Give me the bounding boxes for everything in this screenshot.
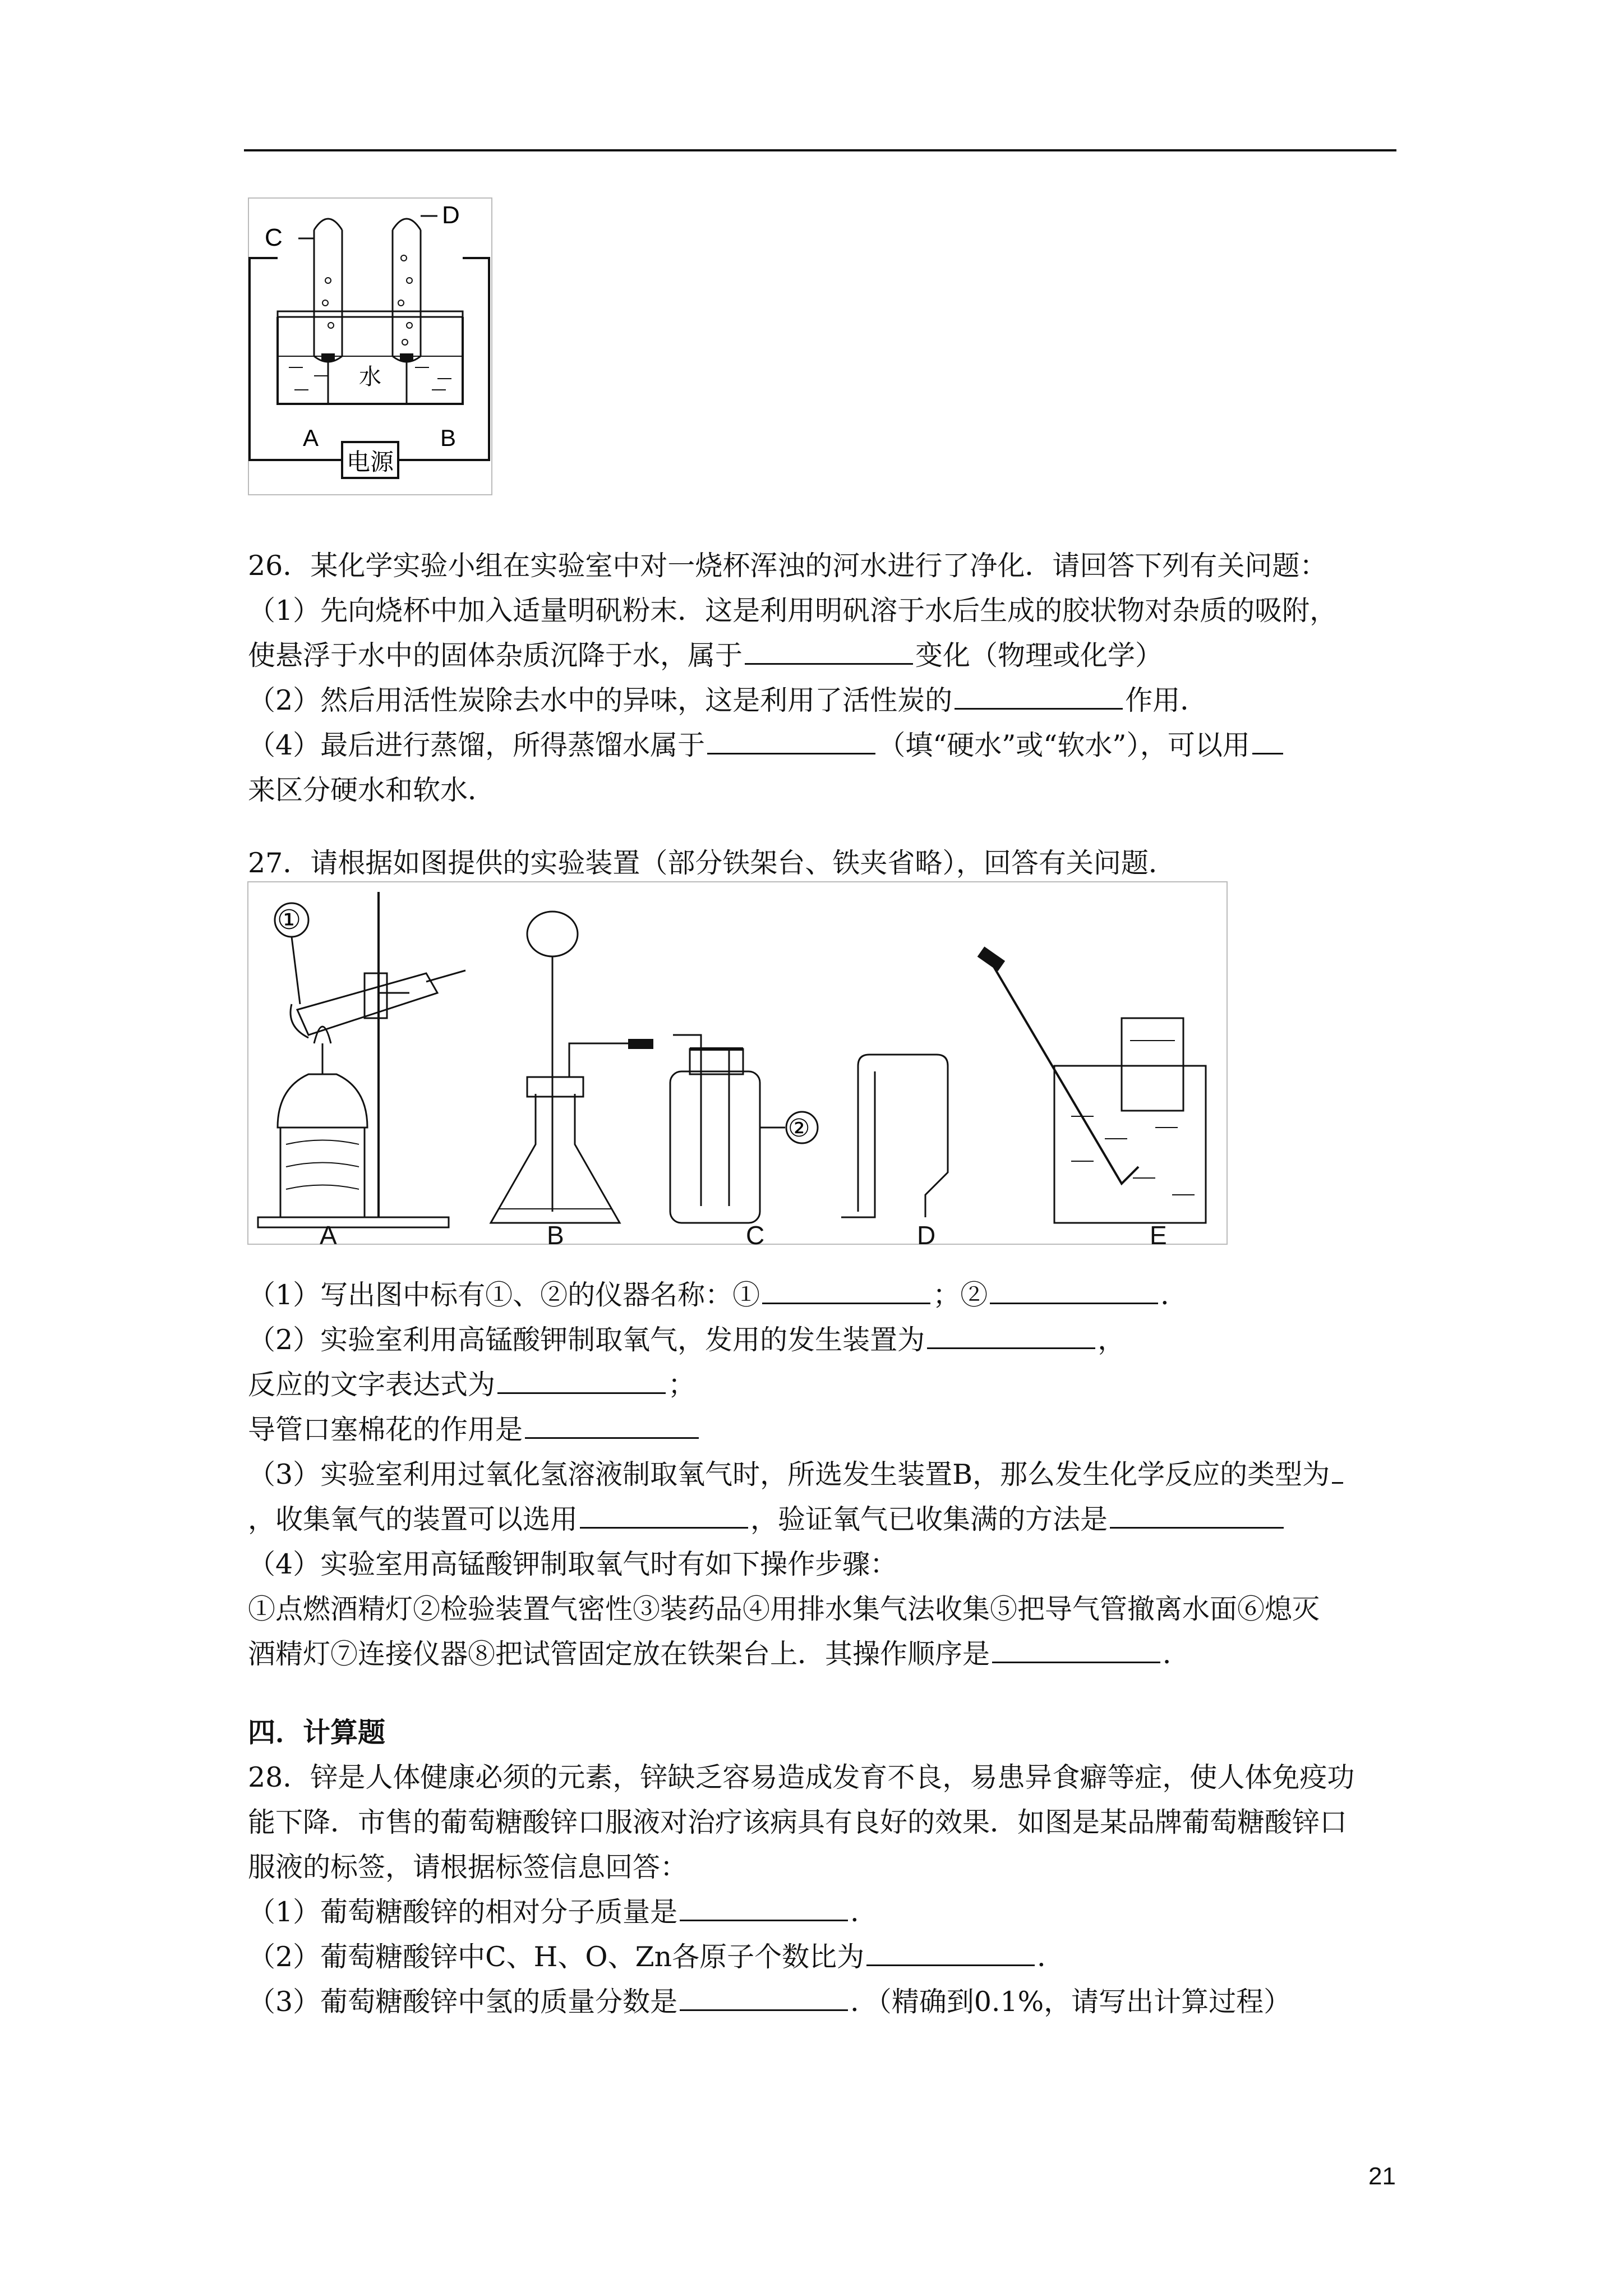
label-apparatus-e: E <box>1150 1221 1167 1250</box>
q27-p3b-pre: ，收集氧气的装置可以选用 <box>248 1503 578 1535</box>
q28-stem1: 28．锌是人体健康必须的元素，锌缺乏容易造成发育不良，易患异食癖等症，使人体免疫功 <box>248 1761 1355 1793</box>
answer-blank[interactable] <box>927 1325 1095 1349</box>
q27-p2-post: ， <box>1098 1324 1126 1356</box>
answer-blank[interactable] <box>762 1280 930 1304</box>
q28-stem3: 服液的标签，请根据标签信息回答： <box>248 1851 688 1883</box>
label-apparatus-b: B <box>547 1221 564 1250</box>
answer-blank[interactable] <box>497 1370 666 1394</box>
q28-p2-pre: （2）葡萄糖酸锌中C、H、O、Zn各原子个数比为 <box>248 1941 865 1973</box>
q27-p2-pre: （2）实验室利用高锰酸钾制取氧气，发用的发生装置为 <box>248 1324 925 1356</box>
q26-p4-mid: （填“硬水”或“软水”），可以用 <box>878 729 1250 761</box>
header-rule <box>244 149 1396 151</box>
q28-p1-pre: （1）葡萄糖酸锌的相对分子质量是 <box>248 1896 678 1928</box>
label-apparatus-d: D <box>917 1221 936 1250</box>
q28-p3-post: ．（精确到0.1%，请写出计算过程） <box>850 1986 1292 2018</box>
mark-2: ② <box>788 1114 810 1143</box>
answer-blank[interactable] <box>707 730 875 754</box>
answer-blank[interactable] <box>680 1987 848 2011</box>
label-c: C <box>265 224 283 251</box>
q27-p4b: ①点燃酒精灯②检验装置气密性③装药品④用排水集气法收集⑤把导气管撤离水面⑥熄灭 <box>248 1593 1320 1625</box>
apparatus-labels <box>247 1220 1228 1254</box>
q27-p4c-pre: 酒精灯⑦连接仪器⑧把试管固定放在铁架台上．其操作顺序是 <box>248 1638 990 1670</box>
q26-p1b-post: 变化（物理或化学） <box>915 639 1163 671</box>
q27-p3a: （3）实验室利用过氧化氢溶液制取氧气时，所选发生装置B，那么发生化学反应的类型为 <box>248 1458 1330 1490</box>
label-apparatus-c: C <box>746 1221 765 1250</box>
answer-blank[interactable] <box>745 641 913 665</box>
label-b: B <box>440 425 457 451</box>
q27-p2c: 导管口塞棉花的作用是 <box>248 1414 523 1446</box>
q26-p2-pre: （2）然后用活性炭除去水中的异味，这是利用了活性炭的 <box>248 684 953 716</box>
q27-p2b: 反应的文字表达式为 <box>248 1369 496 1401</box>
q28-p1-post: ． <box>850 1896 878 1928</box>
label-power: 电源 <box>347 448 394 476</box>
label-apparatus-a2: A <box>320 1221 337 1250</box>
label-a: A <box>303 425 319 451</box>
q26-p2-post: 作用． <box>1125 684 1208 716</box>
q27-p3b-mid: ，验证氧气已收集满的方法是 <box>750 1503 1108 1535</box>
q27-p4a: （4）实验室用高锰酸钾制取氧气时有如下操作步骤： <box>248 1548 898 1580</box>
answer-blank[interactable] <box>1110 1504 1284 1529</box>
answer-blank[interactable] <box>866 1942 1035 1966</box>
answer-blank[interactable] <box>1332 1460 1343 1484</box>
mark-1: ① <box>277 904 302 936</box>
label-water: 水 <box>359 364 381 390</box>
q26-p4b: 来区分硬水和软水． <box>248 774 496 806</box>
apparatus-figure <box>247 881 1228 1245</box>
q26-p4-pre: （4）最后进行蒸馏，所得蒸馏水属于 <box>248 729 706 761</box>
answer-blank[interactable] <box>1252 730 1283 754</box>
q26-p1b-pre: 使悬浮于水中的固体杂质沉降于水，属于 <box>248 639 743 671</box>
page-number: 21 <box>1368 2162 1396 2190</box>
answer-blank[interactable] <box>525 1415 699 1439</box>
q27-p1-post: ． <box>1160 1279 1188 1311</box>
q28-stem2: 能下降．市售的葡萄糖酸锌口服液对治疗该病具有良好的效果．如图是某品牌葡萄糖酸锌口 <box>248 1806 1348 1838</box>
label-d: D <box>442 201 460 229</box>
q26-stem: 26．某化学实验小组在实验室中对一烧杯浑浊的河水进行了净化．请回答下列有关问题： <box>248 550 1327 582</box>
answer-blank[interactable] <box>992 1639 1160 1663</box>
q27-p1-pre: （1）写出图中标有①、②的仪器名称：① <box>248 1279 760 1311</box>
answer-blank[interactable] <box>680 1897 848 1921</box>
q27-p1-mid: ；② <box>933 1279 988 1311</box>
q28-p2-post: ． <box>1037 1941 1065 1973</box>
q26-p1a: （1）先向烧杯中加入适量明矾粉末．这是利用明矾溶于水后生成的胶状物对杂质的吸附， <box>248 595 1338 627</box>
answer-blank[interactable] <box>990 1280 1158 1304</box>
q28-p3-pre: （3）葡萄糖酸锌中氢的质量分数是 <box>248 1986 678 2018</box>
q27-p4c-post: ． <box>1163 1638 1191 1670</box>
q27-stem: 27．请根据如图提供的实验装置（部分铁架台、铁夹省略），回答有关问题． <box>248 847 1176 879</box>
section-title: 四．计算题 <box>248 1716 386 1749</box>
electrolysis-figure <box>247 196 494 496</box>
answer-blank[interactable] <box>955 685 1123 710</box>
q27-p2b-post: ； <box>668 1369 696 1401</box>
answer-blank[interactable] <box>580 1504 748 1529</box>
